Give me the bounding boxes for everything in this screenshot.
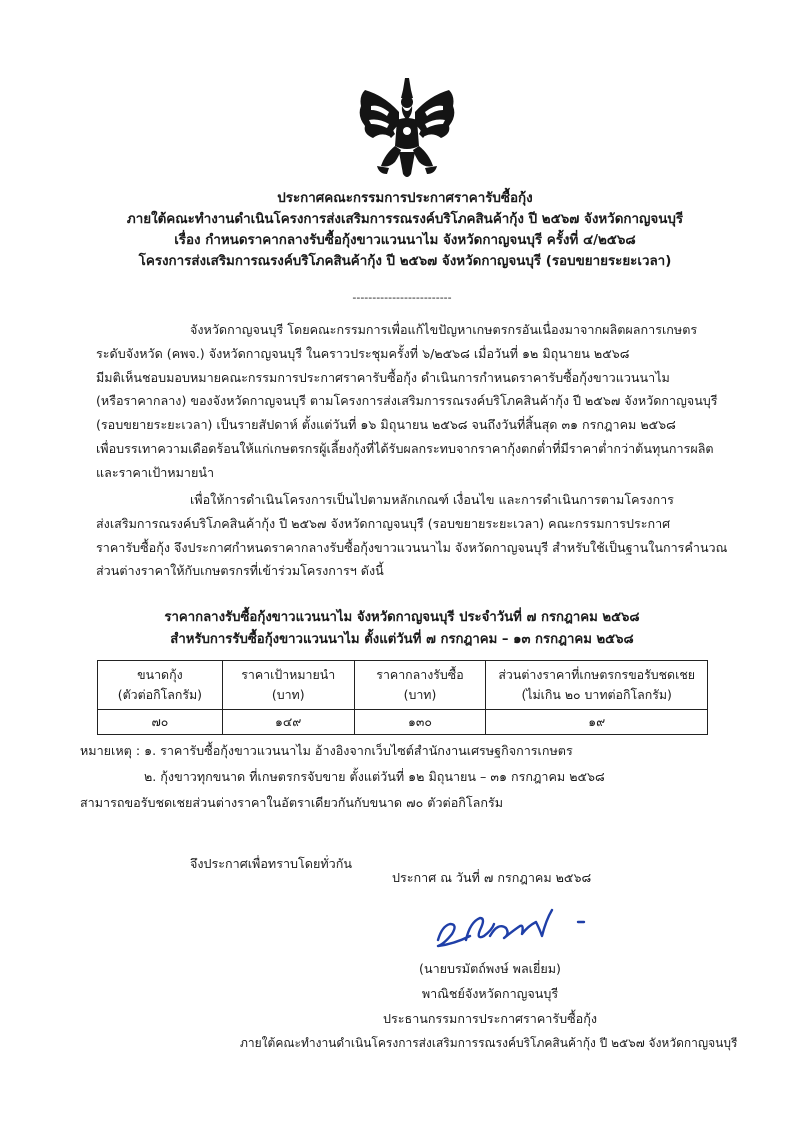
price-table	[97, 660, 708, 735]
note-line-2: ๒. กุ้งขาวทุกขนาด ที่เกษตรกรจับขาย ตั้งแต่วันที่ ๑๒ มิถุนายน – ๓๑ กรกฎาคม ๒๕๖๘	[144, 769, 605, 784]
table-header-cell: ขนาดกุ้ง (ตัวต่อกิโลกรัม)	[98, 661, 223, 710]
table-header-row	[98, 661, 708, 710]
header-line-3: เรื่อง กำหนดราคากลางรับซื้อกุ้งขาวแวนนาไม จังหวัดกาญจนบุรี ครั้งที่ ๔/๒๕๖๘	[174, 233, 636, 248]
table-cell-price-difference: ๑๙	[486, 710, 708, 735]
paragraph-1-line: มีมติเห็นชอบมอบหมายคณะกรรมการประกาศราคารับซื้อกุ้ง ดำเนินการกำหนดราคารับซื้อกุ้งขาวแวนนาไม	[96, 369, 670, 385]
paragraph-2	[96, 488, 728, 583]
notes	[80, 738, 716, 816]
table-row	[98, 710, 708, 735]
paragraph-2-line: เพื่อให้การดำเนินโครงการเป็นไปตามหลักเกณฑ์ เงื่อนไข และการดำเนินการตามโครงการ	[190, 492, 674, 507]
garuda-emblem-icon	[355, 76, 459, 182]
document-header	[60, 188, 750, 272]
announce-text: จึงประกาศเพื่อทราบโดยทั่วกัน	[190, 856, 352, 871]
table-title-line-1: ราคากลางรับซื้อกุ้งขาวแวนนาไม จังหวัดกาญจนบุรี ประจำวันที่ ๗ กรกฎาคม ๒๕๖๘	[164, 610, 640, 625]
header-line-4: โครงการส่งเสริมการณรงค์บริโภคสินค้ากุ้ง ปี ๒๕๖๗ จังหวัดกาญจนบุรี (รอบขยายระยะเวลา)	[138, 254, 672, 269]
paragraph-1-line: จังหวัดกาญจนบุรี โดยคณะกรรมการเพื่อแก้ไขปัญหาเกษตรกรอันเนื่องมาจากผลิตผลการเกษตร	[190, 322, 698, 337]
table-header-cell: ราคาเป้าหมายนำ (บาท)	[222, 661, 354, 710]
note-line-1: หมายเหตุ : ๑. ราคารับซื้อกุ้งขาวแวนนาไม อ้างอิงจากเว็บไซต์สำนักงานเศรษฐกิจการเกษตร	[80, 743, 573, 758]
signer-org: ภายใต้คณะทำงานดำเนินโครงการส่งเสริมการรณรงค์บริโภคสินค้ากุ้ง ปี ๒๕๖๗ จังหวัดกาญจนบุรี	[240, 1036, 738, 1050]
table-header-cell: ส่วนต่างราคาที่เกษตรกรขอรับชดเชย (ไม่เกิน ๒๐ บาทต่อกิโลกรัม)	[486, 661, 708, 710]
signer-role: ประธานกรรมการประกาศราคารับซื้อกุ้ง	[383, 1011, 597, 1026]
paragraph-2-line: ส่งเสริมการณรงค์บริโภคสินค้ากุ้ง ปี ๒๕๖๗ จังหวัดกาญจนบุรี (รอบขยายระยะเวลา) คณะกรรมการประกาศ	[96, 515, 671, 531]
paragraph-1-line: (รอบขยายระยะเวลา) เป็นรายสัปดาห์ ตั้งแต่วันที่ ๑๖ มิถุนายน ๒๕๖๘ จนถึงวันที่สิ้นสุด ๓๑ กรกฎาคม ๒๕๖๘	[96, 417, 676, 433]
signer-position: พาณิชย์จังหวัดกาญจนบุรี	[421, 986, 559, 1001]
signer-name: (นายบรมัตถ์พงษ์ พลเยี่ยม)	[419, 961, 561, 976]
signature-mark	[428, 900, 598, 960]
paragraph-1-line: และราคาเป้าหมายนำ	[96, 464, 215, 480]
table-header-cell: ราคากลางรับซื้อ (บาท)	[354, 661, 486, 710]
paragraph-2-line: ราคารับซื้อกุ้ง จึงประกาศกำหนดราคากลางรับซื้อกุ้งขาวแวนนาไม จังหวัดกาญจนบุรี สำหรับใช้เป็นฐานในการคำนวณ	[96, 539, 728, 555]
table-cell-target-price: ๑๔๙	[222, 710, 354, 735]
header-line-2: ภายใต้คณะทำงานดำเนินโครงการส่งเสริมการรณรงค์บริโภคสินค้ากุ้ง ปี ๒๕๖๗ จังหวัดกาญจนบุรี	[126, 212, 684, 227]
header-line-1: ประกาศคณะกรรมการประกาศราคารับซื้อกุ้ง	[277, 191, 533, 206]
note-line-3: สามารถขอรับชดเชยส่วนต่างราคาในอัตราเดียวกันกับขนาด ๗๐ ตัวต่อกิโลกรัม	[80, 795, 504, 810]
paragraph-1-line: ระดับจังหวัด (คพจ.) จังหวัดกาญจนบุรี ในคราวประชุมครั้งที่ ๖/๒๕๖๘ เมื่อวันที่ ๑๒ มิถุนายน ๒๕๖๘	[96, 345, 630, 361]
paragraph-2-line: ส่วนต่างราคาให้กับเกษตรกรที่เข้าร่วมโครงการฯ ดังนี้	[96, 563, 384, 579]
table-cell-middle-price: ๑๓๐	[354, 710, 486, 735]
announce-date: ประกาศ ณ วันที่ ๗ กรกฎาคม ๒๕๖๘	[392, 870, 592, 885]
table-cell-size: ๗๐	[98, 710, 223, 735]
signature-block	[240, 956, 740, 1056]
paragraph-1-line: เพื่อบรรเทาความเดือดร้อนให้แก่เกษตรกรผู้เลี้ยงกุ้งที่ได้รับผลกระทบจากราคากุ้งตกต่ำที่มีราคาต่ำกว่าต้นทุนการผลิต	[96, 440, 714, 456]
paragraph-1	[96, 318, 718, 485]
table-title-line-2: สำหรับการรับซื้อกุ้งขาวแวนนาไม ตั้งแต่วันที่ ๗ กรกฎาคม – ๑๓ กรกฎาคม ๒๕๖๘	[170, 632, 634, 647]
paragraph-1-line: (หรือราคากลาง) ของจังหวัดกาญจนบุรี ตามโครงการส่งเสริมการรณรงค์บริโภคสินค้ากุ้ง ปี ๒๕๖๗ จังหวัดกาญจนบุรี	[96, 393, 718, 409]
table-title	[96, 607, 708, 651]
header-divider: -------------------------	[352, 292, 452, 304]
